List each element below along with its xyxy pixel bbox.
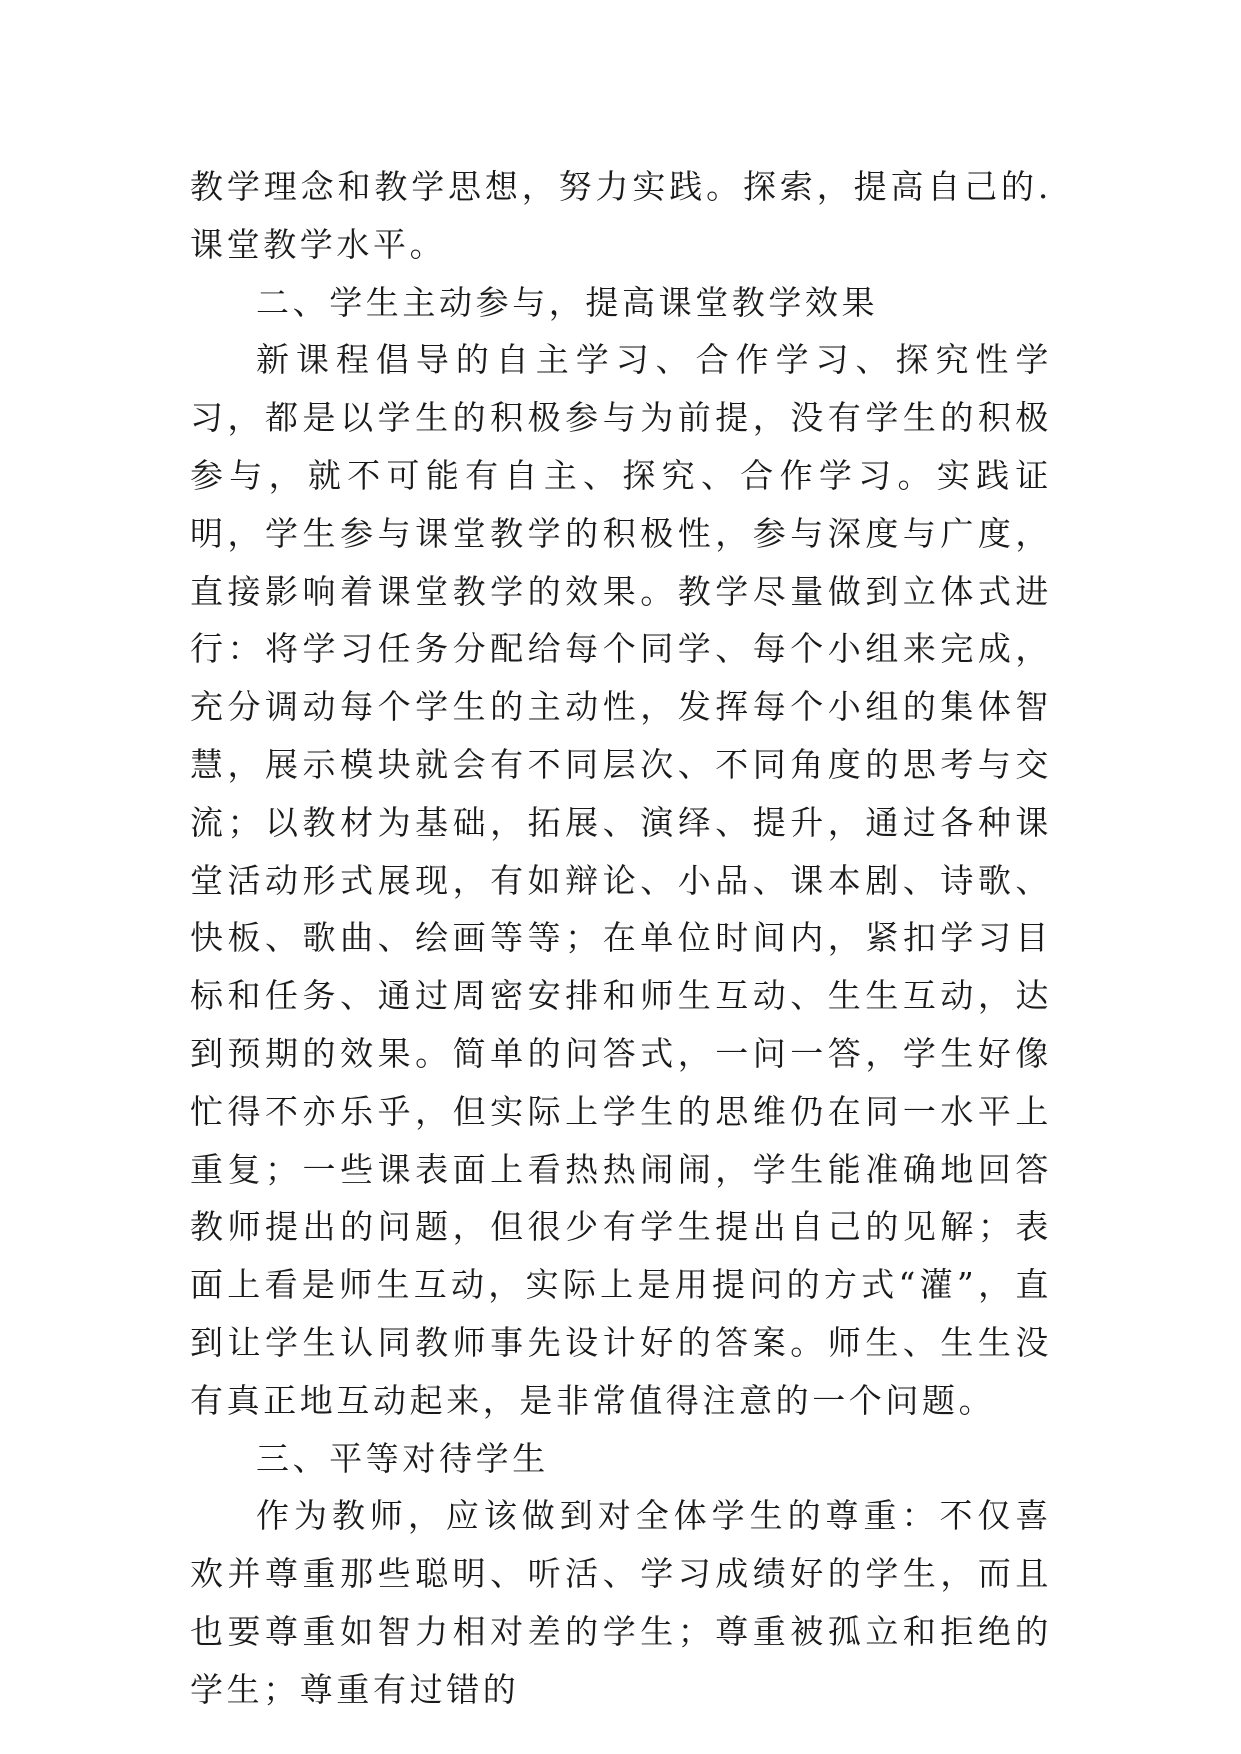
section-heading-3: 三、平等对待学生 xyxy=(256,1438,549,1478)
section-heading-2: 二、学生主动参与，提高课堂教学效果 xyxy=(256,282,879,322)
document-body xyxy=(190,158,1052,1719)
paragraph-equal-treatment: 作为教师，应该做到对全体学生的尊重：不仅喜欢并尊重那些聪明、听活、学习成绩好的学生，而且也要尊重如智力相对差的学生；尊重被孤立和拒绝的学生；尊重有过错的 xyxy=(190,1496,1052,1709)
paragraph-continuation: 教学理念和教学思想，努力实践。探索，提高自己的.课堂教学水平。 xyxy=(190,167,1052,264)
paragraph-student-participation: 新课程倡导的自主学习、合作学习、探究性学习，都是以学生的积极参与为前提，没有学生的积极参与，就不可能有自主、探究、合作学习。实践证明，学生参与课堂教学的积极性，参与深度与广度，直接影响着课堂教学的效果。教学尽量做到立体式进行：将学习任务分配给每个同学、每个小组来完成，充分调动每个学生的主动性，发挥每个小组的集体智慧，展示模块就会有不同层次、不同角度的思考与交流；以教材为基础，拓展、演绎、提升，通过各种课堂活动形式展现，有如辩论、小品、课本剧、诗歌、快板、歌曲、绘画等等；在单位时间内，紧扣学习目标和任务、通过周密安排和师生互动、生生互动，达到预期的效果。简单的问答式，一问一答，学生好像忙得不亦乐乎，但实际上学生的思维仍在同一水平上重复；一些课表面上看热热闹闹，学生能准确地回答教师提出的问题，但很少有学生提出自己的见解；表面上看是师生互动，实际上是用提问的方式“灌”，直到让学生认同教师事先设计好的答案。师生、生生没有真正地互动起来，是非常值得注意的一个问题。 xyxy=(190,340,1052,1420)
